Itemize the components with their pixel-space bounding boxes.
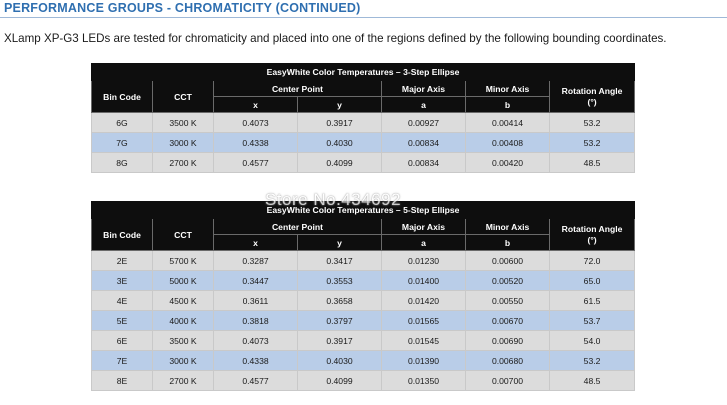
table-row — [92, 351, 635, 371]
cell-center-x: 0.4338 — [214, 133, 298, 153]
header-rotation-angle — [550, 81, 635, 113]
header-y: y — [298, 235, 382, 251]
cell-major-axis-a: 0.01420 — [382, 291, 466, 311]
cell-cct: 4500 K — [153, 291, 214, 311]
header-cct: CCT — [153, 219, 214, 251]
cell-center-x: 0.3818 — [214, 311, 298, 331]
cell-minor-axis-b: 0.00700 — [466, 371, 550, 391]
header-major-axis: Major Axis — [382, 81, 466, 97]
cell-bin-code: 6E — [92, 331, 153, 351]
table-title: EasyWhite Color Temperatures – 5-Step Ellipse — [92, 202, 635, 219]
rotation-angle-unit: (°) — [587, 96, 597, 107]
cell-rotation-angle: 53.2 — [550, 351, 635, 371]
cell-bin-code: 8E — [92, 371, 153, 391]
cell-cct: 3500 K — [153, 113, 214, 133]
cell-cct: 5700 K — [153, 251, 214, 271]
cell-rotation-angle: 48.5 — [550, 371, 635, 391]
cell-major-axis-a: 0.01230 — [382, 251, 466, 271]
cell-major-axis-a: 0.01400 — [382, 271, 466, 291]
table-body — [92, 251, 635, 391]
cell-bin-code: 7G — [92, 133, 153, 153]
cell-minor-axis-b: 0.00600 — [466, 251, 550, 271]
cell-rotation-angle: 53.2 — [550, 133, 635, 153]
table-title: EasyWhite Color Temperatures – 3-Step Ellipse — [92, 64, 635, 81]
cell-center-x: 0.4073 — [214, 331, 298, 351]
cell-major-axis-a: 0.01545 — [382, 331, 466, 351]
chromaticity-table-5-step — [91, 201, 635, 391]
cell-bin-code: 3E — [92, 271, 153, 291]
cell-center-x: 0.4577 — [214, 371, 298, 391]
header-x: x — [214, 97, 298, 113]
table-body — [92, 113, 635, 173]
cell-center-y: 0.3417 — [298, 251, 382, 271]
cell-minor-axis-b: 0.00420 — [466, 153, 550, 173]
cell-rotation-angle: 72.0 — [550, 251, 635, 271]
rotation-angle-label: Rotation Angle — [561, 223, 623, 234]
cell-cct: 2700 K — [153, 153, 214, 173]
header-minor-axis: Minor Axis — [466, 81, 550, 97]
cell-cct: 2700 K — [153, 371, 214, 391]
cell-bin-code: 6G — [92, 113, 153, 133]
cell-rotation-angle: 61.5 — [550, 291, 635, 311]
cell-major-axis-a: 0.00834 — [382, 133, 466, 153]
cell-minor-axis-b: 0.00414 — [466, 113, 550, 133]
header-a: a — [382, 97, 466, 113]
cell-rotation-angle: 53.7 — [550, 311, 635, 331]
header-center-point: Center Point — [214, 81, 382, 97]
table-row — [92, 311, 635, 331]
header-a: a — [382, 235, 466, 251]
table-row — [92, 251, 635, 271]
header-x: x — [214, 235, 298, 251]
cell-major-axis-a: 0.00834 — [382, 153, 466, 173]
cell-center-x: 0.4338 — [214, 351, 298, 371]
cell-center-x: 0.3611 — [214, 291, 298, 311]
cell-center-y: 0.4099 — [298, 153, 382, 173]
cell-major-axis-a: 0.01350 — [382, 371, 466, 391]
cell-minor-axis-b: 0.00550 — [466, 291, 550, 311]
cell-center-y: 0.4030 — [298, 133, 382, 153]
cell-rotation-angle: 65.0 — [550, 271, 635, 291]
table-row — [92, 331, 635, 351]
store-watermark: Store No.434692 — [265, 190, 402, 209]
cell-cct: 3000 K — [153, 133, 214, 153]
cell-cct: 4000 K — [153, 311, 214, 331]
header-major-axis: Major Axis — [382, 219, 466, 235]
cell-center-y: 0.3658 — [298, 291, 382, 311]
cell-major-axis-a: 0.00927 — [382, 113, 466, 133]
cell-center-x: 0.3287 — [214, 251, 298, 271]
cell-rotation-angle: 54.0 — [550, 331, 635, 351]
heading-divider — [0, 17, 727, 18]
header-b: b — [466, 97, 550, 113]
cell-major-axis-a: 0.01565 — [382, 311, 466, 331]
header-cct: CCT — [153, 81, 214, 113]
header-y: y — [298, 97, 382, 113]
table-row — [92, 371, 635, 391]
cell-cct: 5000 K — [153, 271, 214, 291]
table-row — [92, 153, 635, 173]
cell-cct: 3500 K — [153, 331, 214, 351]
cell-minor-axis-b: 0.00670 — [466, 311, 550, 331]
cell-minor-axis-b: 0.00690 — [466, 331, 550, 351]
table-row — [92, 291, 635, 311]
cell-rotation-angle: 48.5 — [550, 153, 635, 173]
cell-center-y: 0.3917 — [298, 113, 382, 133]
table-row — [92, 133, 635, 153]
cell-bin-code: 7E — [92, 351, 153, 371]
cell-minor-axis-b: 0.00520 — [466, 271, 550, 291]
cell-bin-code: 2E — [92, 251, 153, 271]
header-minor-axis: Minor Axis — [466, 219, 550, 235]
cell-bin-code: 4E — [92, 291, 153, 311]
cell-minor-axis-b: 0.00408 — [466, 133, 550, 153]
cell-bin-code: 5E — [92, 311, 153, 331]
cell-center-y: 0.4099 — [298, 371, 382, 391]
cell-center-y: 0.3553 — [298, 271, 382, 291]
cell-major-axis-a: 0.01390 — [382, 351, 466, 371]
header-center-point: Center Point — [214, 219, 382, 235]
cell-cct: 3000 K — [153, 351, 214, 371]
header-b: b — [466, 235, 550, 251]
section-heading: PERFORMANCE GROUPS - CHROMATICITY (CONTINUED) — [4, 1, 361, 15]
intro-paragraph: XLamp XP-G3 LEDs are tested for chromaticity and placed into one of the regions defined by the following bounding coordinates. — [4, 32, 667, 45]
rotation-angle-unit: (°) — [587, 234, 597, 245]
cell-bin-code: 8G — [92, 153, 153, 173]
cell-rotation-angle: 53.2 — [550, 113, 635, 133]
header-bin-code: Bin Code — [92, 81, 153, 113]
cell-center-x: 0.4073 — [214, 113, 298, 133]
chromaticity-table-3-step — [91, 63, 635, 173]
cell-center-y: 0.3797 — [298, 311, 382, 331]
table-row — [92, 271, 635, 291]
cell-minor-axis-b: 0.00680 — [466, 351, 550, 371]
cell-center-y: 0.3917 — [298, 331, 382, 351]
table-row — [92, 113, 635, 133]
header-bin-code: Bin Code — [92, 219, 153, 251]
cell-center-y: 0.4030 — [298, 351, 382, 371]
rotation-angle-label: Rotation Angle — [561, 85, 623, 96]
cell-center-x: 0.3447 — [214, 271, 298, 291]
header-rotation-angle — [550, 219, 635, 251]
cell-center-x: 0.4577 — [214, 153, 298, 173]
